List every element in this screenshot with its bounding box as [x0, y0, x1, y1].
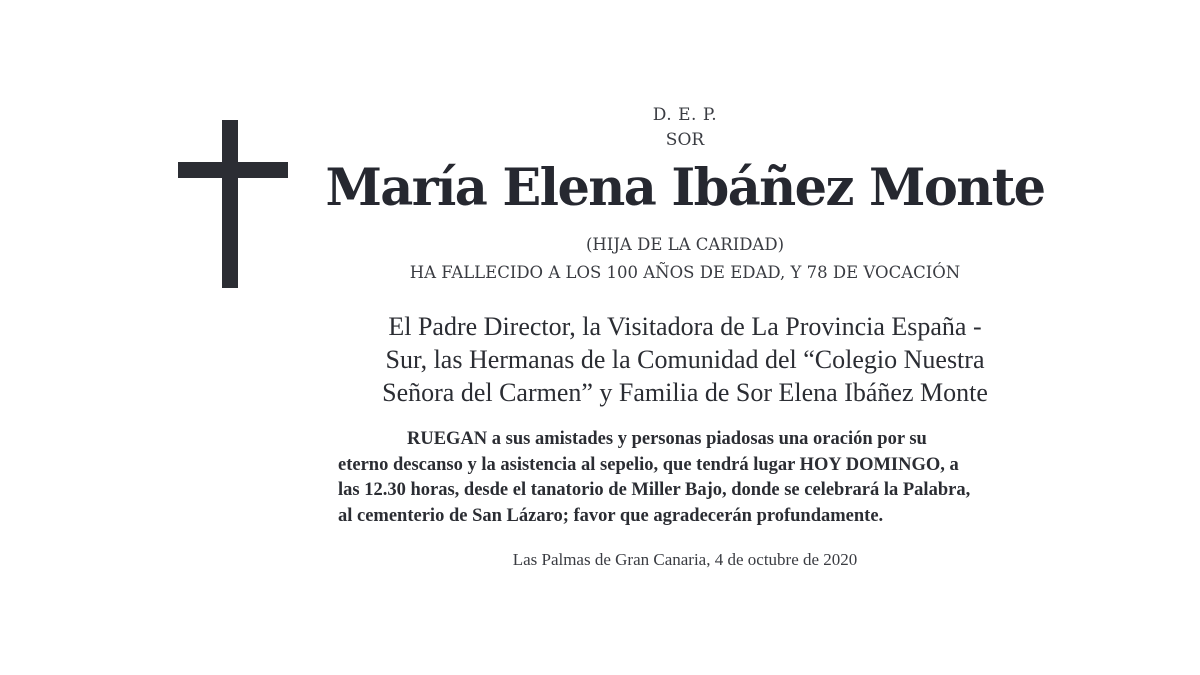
- request-paragraph: [338, 427, 1038, 529]
- family-line: Sur, las Hermanas de la Comunidad del “Colegio Nuestra: [385, 345, 985, 374]
- religious-order: (HIJA DE LA CARIDAD): [585, 235, 785, 254]
- family-paragraph: [320, 310, 1050, 409]
- dep-heading: D. E. P.: [652, 105, 718, 125]
- cross-vertical-bar: [222, 120, 238, 288]
- latin-cross-icon: [178, 120, 288, 288]
- place-date: Las Palmas de Gran Canaria, 4 de octubre de 2020: [512, 550, 858, 569]
- family-line: Señora del Carmen” y Familia de Sor Elena Ibáñez Monte: [382, 378, 988, 407]
- title-sor: SOR: [665, 130, 705, 150]
- cross-horizontal-bar: [178, 162, 288, 178]
- death-note: HA FALLECIDO A LOS 100 AÑOS DE EDAD, Y 78 DE VOCACIÓN: [409, 263, 961, 282]
- family-line: El Padre Director, la Visitadora de La Provincia España -: [388, 312, 982, 341]
- request-line: eterno descanso y la asistencia al sepelio, que tendrá lugar HOY DOMINGO, a: [338, 454, 959, 475]
- request-line: RUEGAN a sus amistades y personas piadosas una oración por su: [407, 429, 927, 449]
- request-line: al cementerio de San Lázaro; favor que agradecerán profundamente.: [338, 505, 884, 526]
- deceased-name: María Elena Ibáñez Monte: [325, 158, 1045, 218]
- request-line: las 12.30 horas, desde el tanatorio de Miller Bajo, donde se celebrará la Palabra,: [338, 480, 971, 500]
